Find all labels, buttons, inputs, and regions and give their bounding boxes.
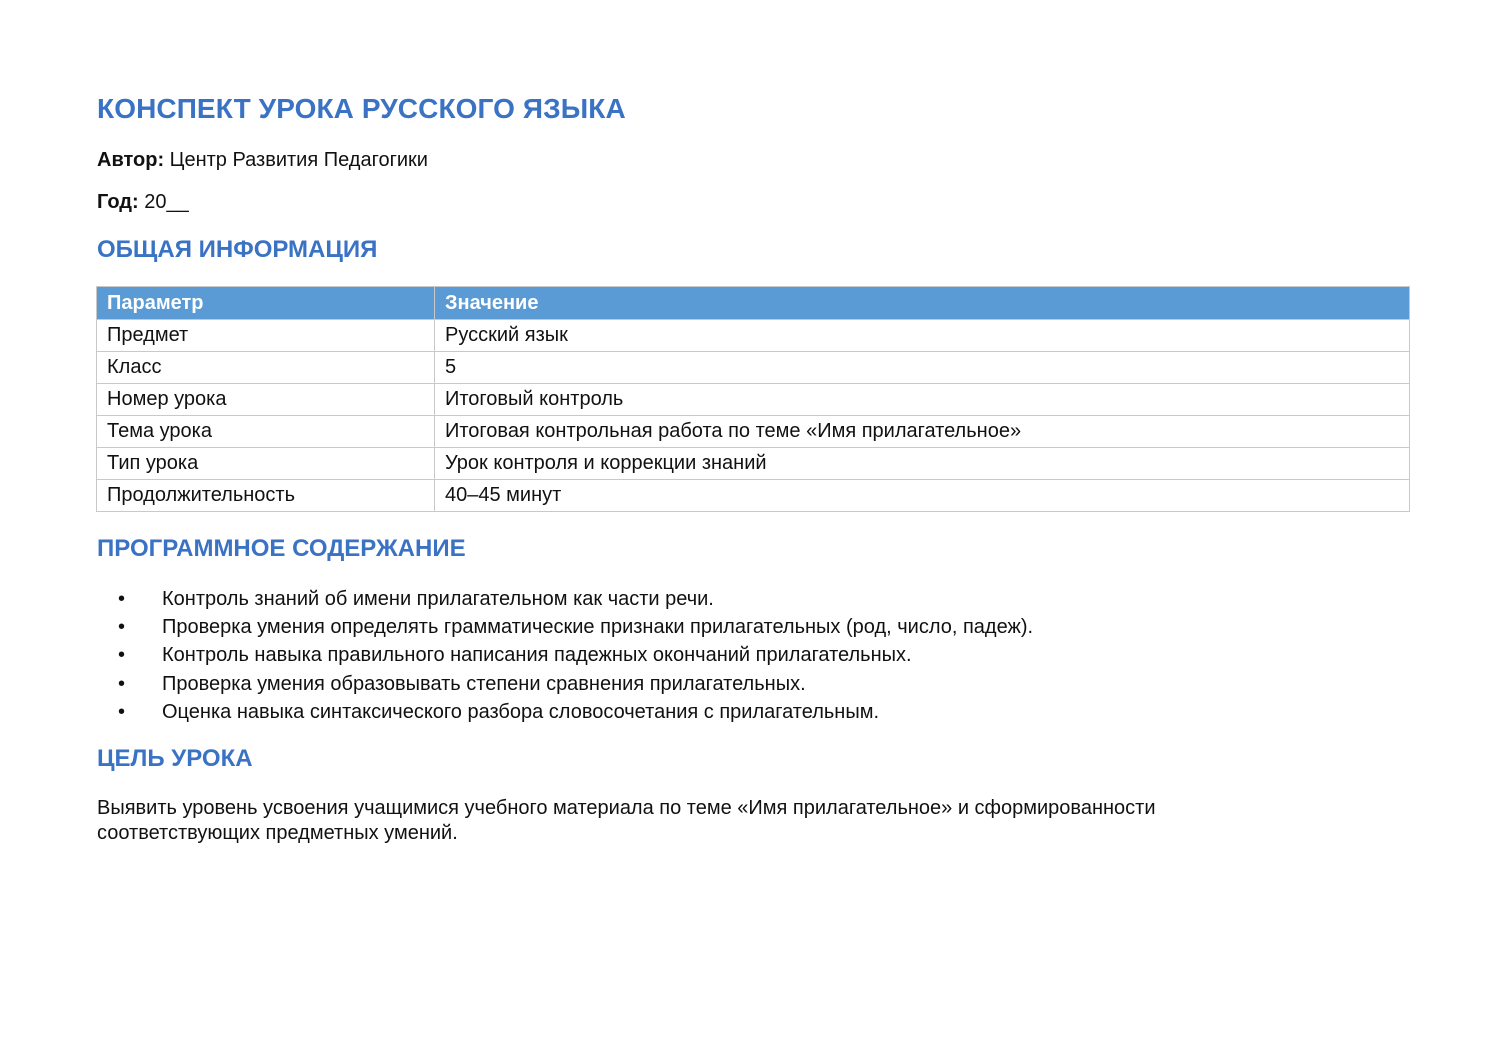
section-heading-general: ОБЩАЯ ИНФОРМАЦИЯ [97,236,378,263]
table-header-parameter: Параметр [97,287,435,320]
author-value: Центр Развития Педагогики [169,149,428,171]
bullet-icon: • [118,616,126,639]
bullet-icon: • [118,588,126,610]
list-item [97,613,1033,641]
list-item-text: Оценка навыка синтаксического разбора словосочетания с прилагательным. [162,700,880,723]
table-cell-value: Итоговая контрольная работа по теме «Имя прилагательное» [435,416,1410,448]
table-cell-parameter: Продолжительность [97,480,435,512]
bullet-icon: • [118,644,126,667]
table-cell-parameter: Номер урока [97,384,435,416]
section-heading-program: ПРОГРАММНОЕ СОДЕРЖАНИЕ [97,535,466,562]
table-header-value: Значение [435,287,1410,320]
author-label: Автор: [97,149,165,171]
list-item-text: Проверка умения определять грамматические признаки прилагательных (род, число, падеж). [162,616,1034,639]
table-row [97,352,1410,384]
table-cell-parameter: Класс [97,352,435,384]
table-cell-value: Итоговый контроль [435,384,1410,416]
table-row [97,384,1410,416]
list-item-text: Контроль навыка правильного написания падежных окончаний прилагательных. [162,644,912,667]
list-item [97,670,1033,698]
table-cell-value: 5 [435,352,1410,384]
list-item [97,698,1033,726]
list-item-text: Контроль знаний об имени прилагательном как части речи. [162,588,714,610]
table-row [97,448,1410,480]
year-value: 20__ [144,191,189,213]
table-cell-value: 40–45 минут [435,480,1410,512]
section-heading-goal: ЦЕЛЬ УРОКА [97,745,253,772]
year-line [97,190,189,214]
bullet-icon: • [118,700,126,723]
table-row [97,416,1410,448]
table-cell-parameter: Тип урока [97,448,435,480]
bullet-icon: • [118,672,126,695]
goal-paragraph: Выявить уровень усвоения учащимися учебного материала по теме «Имя прилагательное» и сформированности соответствующих предметных умений. [97,797,1156,844]
document-title: КОНСПЕКТ УРОКА РУССКОГО ЯЗЫКА [97,93,626,124]
table-header-row [97,287,1410,320]
general-info-table [96,286,1410,512]
table-row [97,480,1410,512]
year-label: Год: [97,191,139,213]
table-cell-value: Русский язык [435,320,1410,352]
table-cell-parameter: Тема урока [97,416,435,448]
list-item [97,641,1033,669]
author-line [97,148,428,172]
list-item [97,585,1033,613]
table-row [97,320,1410,352]
list-item-text: Проверка умения образовывать степени сравнения прилагательных. [162,672,806,695]
program-list [97,585,1033,726]
table-cell-parameter: Предмет [97,320,435,352]
table-cell-value: Урок контроля и коррекции знаний [435,448,1410,480]
